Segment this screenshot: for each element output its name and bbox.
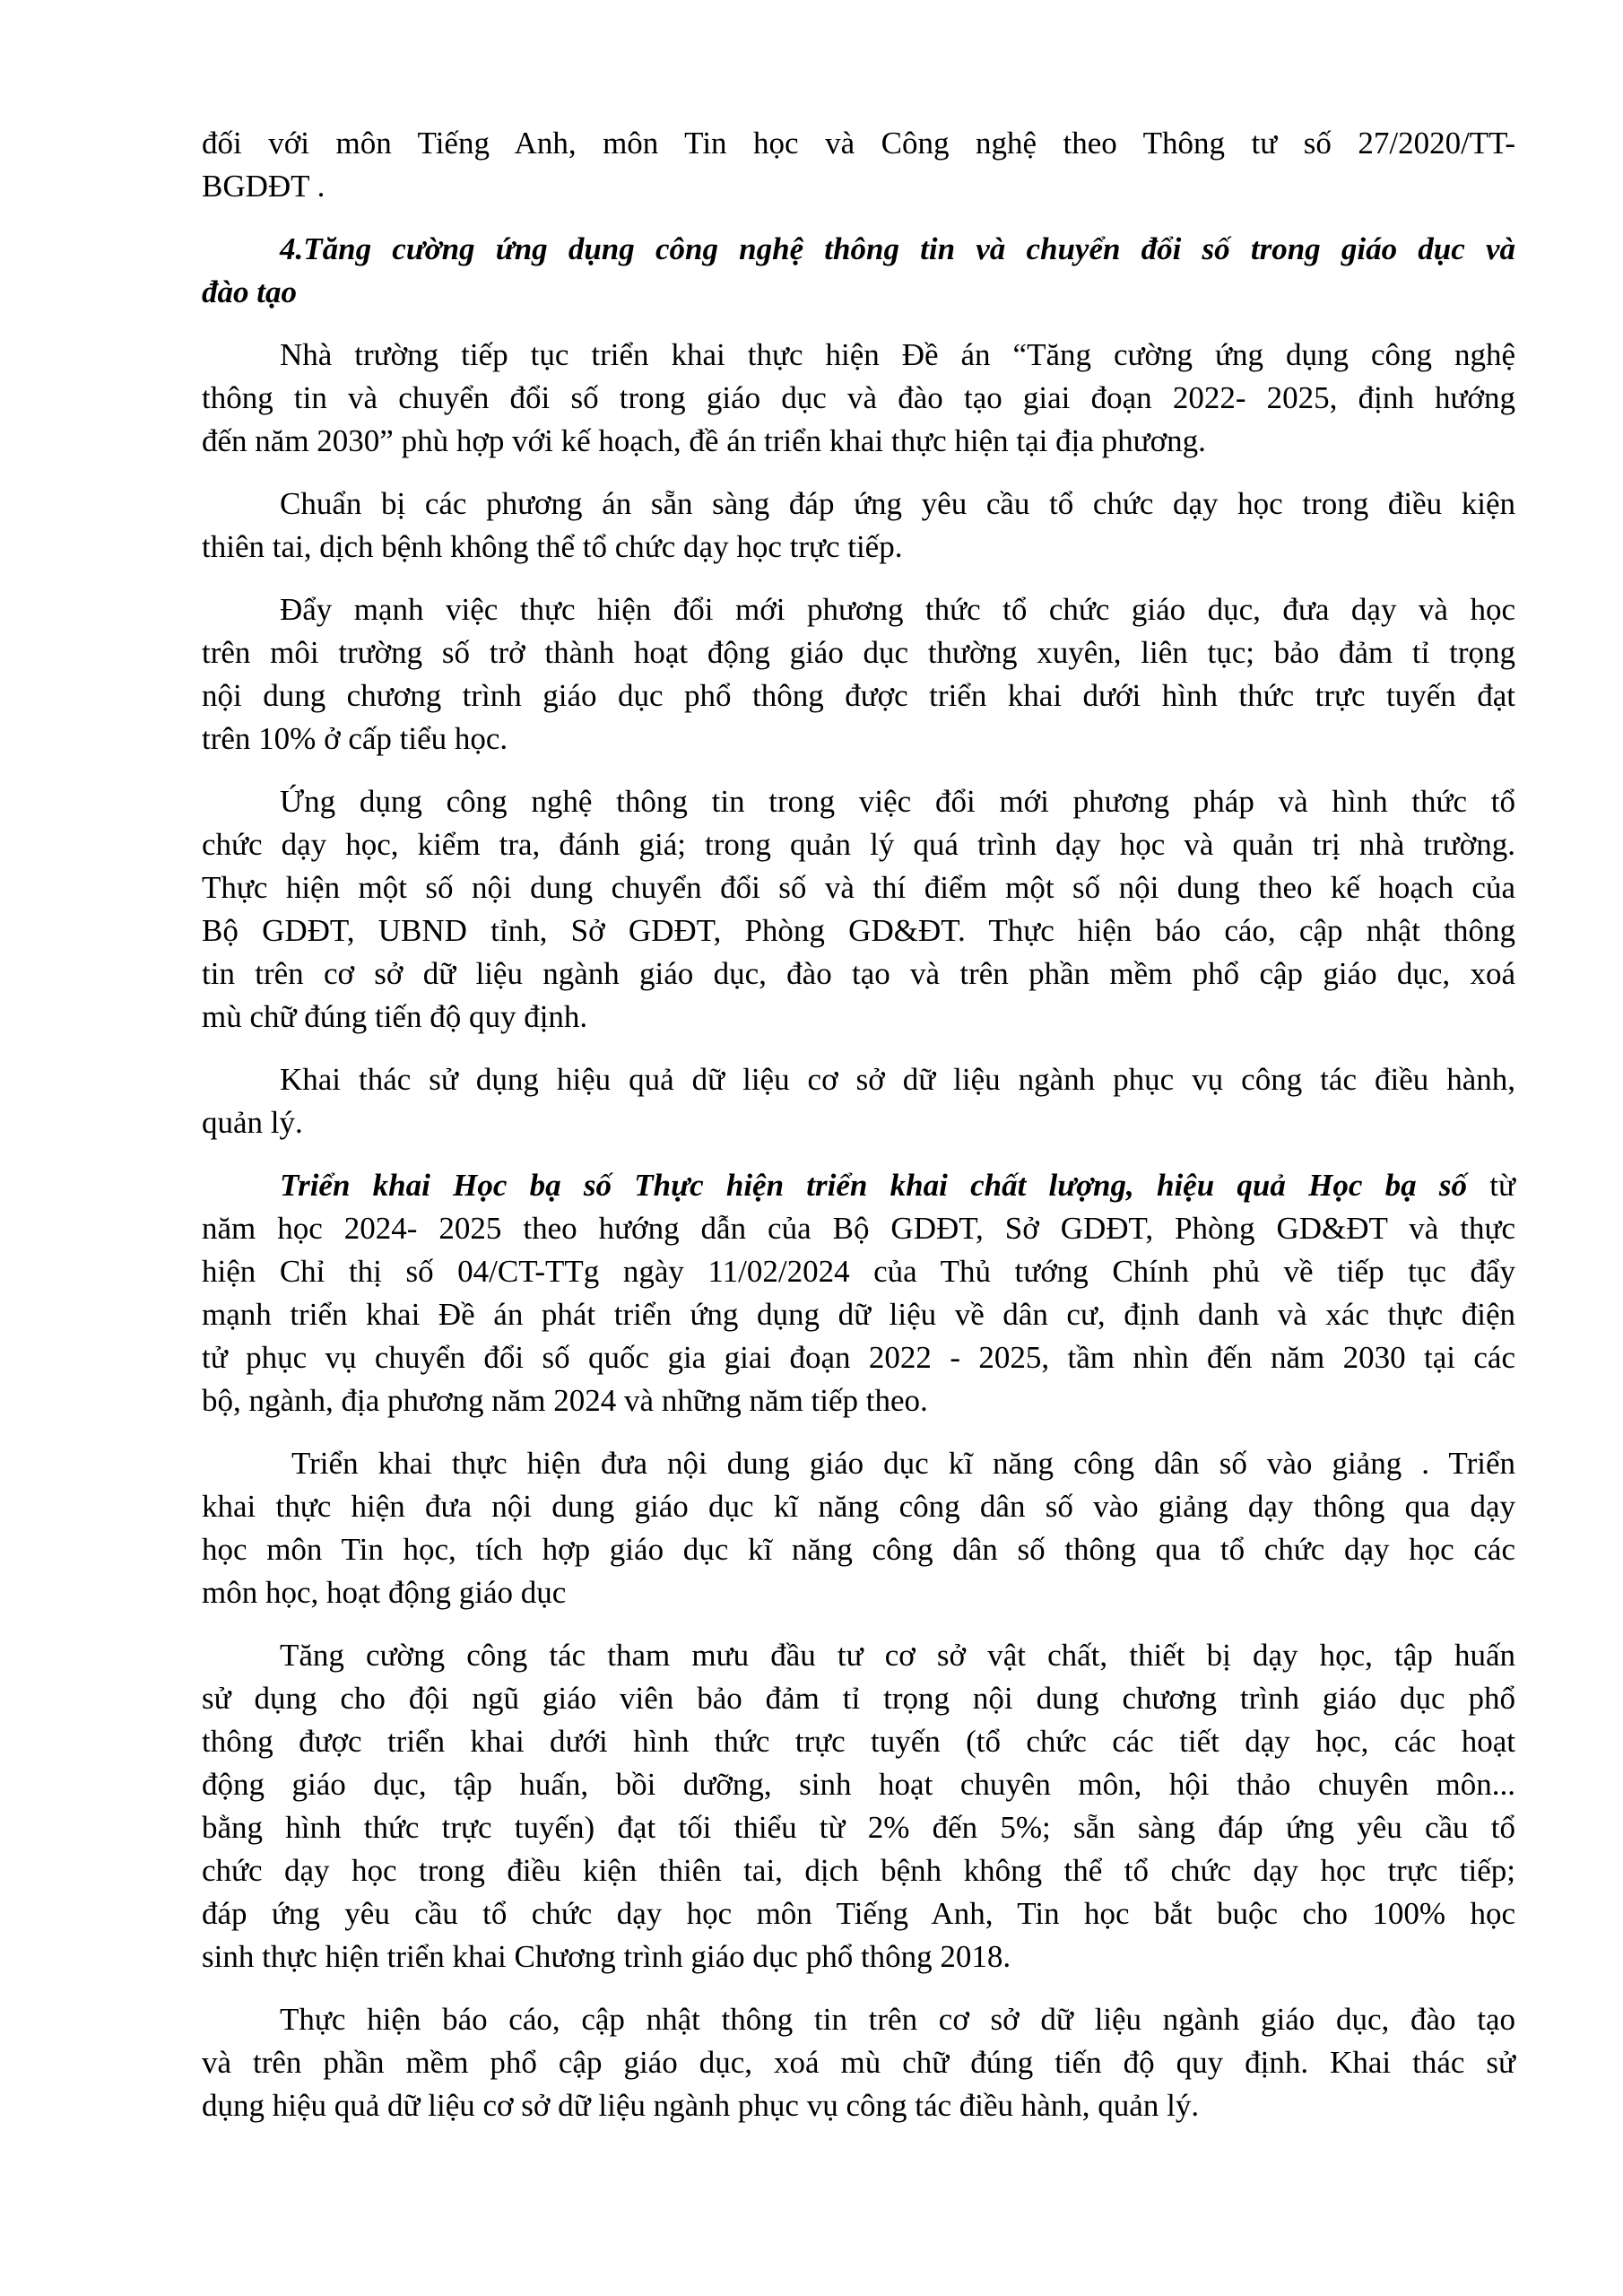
text-line: chức dạy học trong điều kiện thiên tai, dịch bệnh không thể tổ chức dạy học trực tiếp; [202,1853,1515,1888]
document-page [202,122,1515,2147]
text-line: Chuẩn bị các phương án sẵn sàng đáp ứng yêu cầu tổ chức dạy học trong điều kiện [280,486,1515,521]
text-line: dụng hiệu quả dữ liệu cơ sở dữ liệu ngành phục vụ công tác điều hành, quản lý. [202,2088,1200,2123]
paragraph [202,334,1515,463]
text-line: Thực hiện báo cáo, cập nhật thông tin trên cơ sở dữ liệu ngành giáo dục, đào tạo [280,2002,1515,2037]
text-line [202,1164,1515,1207]
text-line: thiên tai, dịch bệnh không thể tổ chức dạy học trực tiếp. [202,529,903,564]
paragraph [202,780,1515,1039]
section-heading [202,228,1515,314]
text-fragment: từ [1467,1168,1515,1203]
text-line: Khai thác sử dụng hiệu quả dữ liệu cơ sở dữ liệu ngành phục vụ công tác điều hành, [280,1062,1515,1097]
emphasis-text: Triển khai Học bạ số Thực hiện triển khai chất lượng, hiệu quả Học bạ số [280,1168,1468,1203]
text-line: Thực hiện một số nội dung chuyển đổi số và thí điểm một số nội dung theo kế hoạch của [202,870,1515,905]
text-line: thông được triển khai dưới hình thức trực tuyến (tổ chức các tiết dạy học, các hoạt [202,1724,1515,1759]
paragraph [202,1058,1515,1144]
text-line: bằng hình thức trực tuyến) đạt tối thiểu từ 2% đến 5%; sẵn sàng đáp ứng yêu cầu tổ [202,1810,1515,1845]
text-line: mạnh triển khai Đề án phát triển ứng dụng dữ liệu về dân cư, định danh và xác thực điện [202,1297,1515,1332]
text-line: khai thực hiện đưa nội dung giáo dục kĩ năng công dân số vào giảng dạy thông qua dạy [202,1489,1515,1524]
text-line: tử phục vụ chuyển đổi số quốc gia giai đoạn 2022 - 2025, tầm nhìn đến năm 2030 tại các [202,1340,1515,1375]
paragraph [202,588,1515,761]
text-line: Triển khai thực hiện đưa nội dung giáo dục kĩ năng công dân số vào giảng . Triển [291,1446,1515,1481]
text-line: Đẩy mạnh việc thực hiện đổi mới phương thức tổ chức giáo dục, đưa dạy và học [280,592,1515,627]
text-line: môn học, hoạt động giáo dục [202,1575,567,1610]
text-line: nội dung chương trình giáo dục phổ thông được triển khai dưới hình thức trực tuyến đạt [202,678,1515,713]
paragraph [202,1998,1515,2127]
text-line: trên 10% ở cấp tiểu học. [202,721,508,756]
text-line: đối với môn Tiếng Anh, môn Tin học và Công nghệ theo Thông tư số 27/2020/TT- [202,126,1515,161]
text-line: Bộ GDĐT, UBND tỉnh, Sở GDĐT, Phòng GD&ĐT. Thực hiện báo cáo, cập nhật thông [202,913,1515,948]
text-line: sinh thực hiện triển khai Chương trình giáo dục phổ thông 2018. [202,1939,1011,1974]
text-line: bộ, ngành, địa phương năm 2024 và những năm tiếp theo. [202,1383,928,1418]
paragraph [202,122,1515,208]
text-line: Nhà trường tiếp tục triển khai thực hiện Đề án “Tăng cường ứng dụng công nghệ [280,337,1515,372]
text-line: tin trên cơ sở dữ liệu ngành giáo dục, đào tạo và trên phần mềm phổ cập giáo dục, xoá [202,956,1515,991]
text-line: sử dụng cho đội ngũ giáo viên bảo đảm tỉ trọng nội dung chương trình giáo dục phổ [202,1681,1515,1716]
text-line: mù chữ đúng tiến độ quy định. [202,999,588,1034]
text-line: Ứng dụng công nghệ thông tin trong việc đổi mới phương pháp và hình thức tổ [280,784,1515,819]
text-line: đào tạo [202,274,297,309]
text-line: năm học 2024- 2025 theo hướng dẫn của Bộ GDĐT, Sở GDĐT, Phòng GD&ĐT và thực [202,1211,1515,1246]
text-line: quản lý. [202,1105,303,1140]
text-line: hiện Chỉ thị số 04/CT-TTg ngày 11/02/2024 của Thủ tướng Chính phủ về tiếp tục đẩy [202,1254,1515,1289]
text-line: chức dạy học, kiểm tra, đánh giá; trong quản lý quá trình dạy học và quản trị nhà trường. [202,827,1515,862]
text-line: và trên phần mềm phổ cập giáo dục, xoá mù chữ đúng tiến độ quy định. Khai thác sử [202,2045,1515,2080]
text-line: đáp ứng yêu cầu tổ chức dạy học môn Tiếng Anh, Tin học bắt buộc cho 100% học [202,1896,1515,1931]
paragraph [202,1442,1515,1614]
text-line: đến năm 2030” phù hợp với kế hoạch, đề án triển khai thực hiện tại địa phương. [202,423,1206,458]
text-line: thông tin và chuyển đổi số trong giáo dục và đào tạo giai đoạn 2022- 2025, định hướng [202,380,1515,415]
text-line: BGDĐT . [202,169,325,204]
text-line: học môn Tin học, tích hợp giáo dục kĩ năng công dân số thông qua tổ chức dạy học các [202,1532,1515,1567]
text-line: Tăng cường công tác tham mưu đầu tư cơ sở vật chất, thiết bị dạy học, tập huấn [280,1638,1515,1673]
paragraph [202,1164,1515,1422]
paragraph [202,1634,1515,1979]
text-line: động giáo dục, tập huấn, bồi dưỡng, sinh hoạt chuyên môn, hội thảo chuyên môn... [202,1767,1515,1802]
text-line: trên môi trường số trở thành hoạt động giáo dục thường xuyên, liên tục; bảo đảm tỉ trọng [202,635,1515,670]
paragraph [202,483,1515,569]
text-line: 4.Tăng cường ứng dụng công nghệ thông tin và chuyển đổi số trong giáo dục và [280,231,1515,266]
